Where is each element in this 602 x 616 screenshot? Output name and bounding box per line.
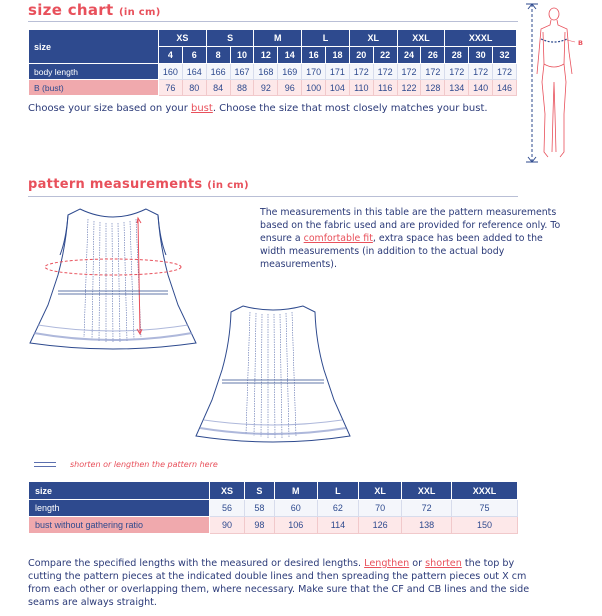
size-number: 18 bbox=[326, 47, 350, 64]
length-value: 56 bbox=[210, 500, 245, 517]
length-label: length bbox=[29, 500, 210, 517]
size-number: 24 bbox=[397, 47, 421, 64]
body-length-value: 171 bbox=[326, 64, 350, 80]
body-figure-illustration bbox=[520, 2, 600, 167]
bust-row bbox=[29, 80, 517, 96]
size-chart-header-row bbox=[29, 30, 517, 47]
body-length-value: 169 bbox=[278, 64, 302, 80]
bust-gathering-value: 138 bbox=[402, 517, 452, 534]
alteration-note bbox=[28, 557, 548, 609]
bust-value: 146 bbox=[493, 80, 517, 96]
bust-gathering-value: 126 bbox=[359, 517, 402, 534]
size-chart-unit: (in cm) bbox=[119, 7, 161, 18]
bust-gathering-value: 150 bbox=[452, 517, 518, 534]
bust-gathering-row bbox=[29, 517, 518, 534]
comfortable-fit-highlight: comfortable fit bbox=[303, 233, 373, 244]
size-number: 4 bbox=[159, 47, 183, 64]
front-shorten-lines bbox=[58, 291, 168, 294]
size-number: 16 bbox=[302, 47, 326, 64]
bust-value: 122 bbox=[397, 80, 421, 96]
bust-value: 80 bbox=[182, 80, 206, 96]
body-length-value: 167 bbox=[230, 64, 254, 80]
size-number: 32 bbox=[493, 47, 517, 64]
body-length-value: 168 bbox=[254, 64, 278, 80]
size-group-xs: XS bbox=[159, 30, 207, 47]
bust-value: 128 bbox=[421, 80, 445, 96]
pattern-measurements-table bbox=[28, 481, 518, 534]
size-number: 30 bbox=[469, 47, 493, 64]
body-length-value: 172 bbox=[421, 64, 445, 80]
pattern-size-xl: XL bbox=[359, 482, 402, 500]
size-group-m: M bbox=[254, 30, 302, 47]
size-choice-note bbox=[28, 103, 488, 114]
shorten-highlight: shorten bbox=[425, 558, 462, 569]
bust-value: 76 bbox=[159, 80, 183, 96]
bust-value: 140 bbox=[469, 80, 493, 96]
size-number: 20 bbox=[349, 47, 373, 64]
length-value: 75 bbox=[452, 500, 518, 517]
body-length-value: 172 bbox=[397, 64, 421, 80]
body-length-label: body length bbox=[29, 64, 159, 80]
pattern-size-s: S bbox=[245, 482, 275, 500]
bust-value: 92 bbox=[254, 80, 278, 96]
pattern-size-xxxl: XXXL bbox=[452, 482, 518, 500]
pattern-header-row bbox=[29, 482, 518, 500]
pattern-size-header: size bbox=[29, 482, 210, 500]
pattern-desc-text: The measurements in this table are the pattern measurements based on the fabric used and are provided for reference only. To ensure a bbox=[260, 207, 561, 244]
length-value: 72 bbox=[402, 500, 452, 517]
size-number: 12 bbox=[254, 47, 278, 64]
size-chart-title bbox=[28, 1, 161, 19]
length-value: 70 bbox=[359, 500, 402, 517]
bust-gathering-value: 106 bbox=[274, 517, 317, 534]
alteration-note-text-end: the top by cutting the pattern pieces at the indicated double lines and then spreading the pattern pieces out X cm from each other or overlapping them, where necessary. Make sure that the CF and CB lines and the side seams are always straight. bbox=[28, 558, 530, 608]
back-shorten-lines bbox=[222, 380, 324, 383]
size-group-s: S bbox=[206, 30, 254, 47]
body-length-value: 170 bbox=[302, 64, 326, 80]
bust-gathering-value: 90 bbox=[210, 517, 245, 534]
size-note-text: Choose your size based on your bbox=[28, 103, 191, 114]
size-number: 22 bbox=[373, 47, 397, 64]
size-number: 28 bbox=[445, 47, 469, 64]
bust-value: 100 bbox=[302, 80, 326, 96]
size-group-xxl: XXL bbox=[397, 30, 445, 47]
pattern-unit: (in cm) bbox=[207, 180, 249, 191]
figure-bust-label: B bbox=[578, 39, 583, 47]
pattern-description bbox=[260, 206, 565, 271]
pattern-divider bbox=[28, 196, 518, 197]
alteration-note-or: or bbox=[409, 558, 426, 569]
alteration-note-text: Compare the specified lengths with the measured or desired lengths. bbox=[28, 558, 365, 569]
bust-gathering-label: bust without gathering ratio bbox=[29, 517, 210, 534]
size-note-text-end: . Choose the size that most closely matches your bust. bbox=[212, 103, 488, 114]
body-length-value: 164 bbox=[182, 64, 206, 80]
body-length-value: 160 bbox=[159, 64, 183, 80]
pattern-size-l: L bbox=[317, 482, 358, 500]
body-length-value: 172 bbox=[349, 64, 373, 80]
size-group-xl: XL bbox=[349, 30, 397, 47]
bust-gathering-value: 114 bbox=[317, 517, 358, 534]
bust-value: 96 bbox=[278, 80, 302, 96]
body-length-value: 172 bbox=[493, 64, 517, 80]
pattern-size-xxl: XXL bbox=[402, 482, 452, 500]
pattern-measurements-title bbox=[28, 177, 249, 192]
bust-measure-band bbox=[541, 39, 575, 42]
size-chart-divider bbox=[28, 21, 518, 22]
garment-back-illustration bbox=[188, 300, 358, 450]
body-length-row bbox=[29, 64, 517, 80]
pattern-title-text: pattern measurements bbox=[28, 177, 203, 192]
bust-highlight: bust bbox=[191, 103, 213, 114]
legend-double-line-bottom bbox=[34, 466, 56, 467]
size-group-l: L bbox=[302, 30, 350, 47]
size-header-label: size bbox=[29, 30, 159, 64]
length-row bbox=[29, 500, 518, 517]
bust-gathering-value: 98 bbox=[245, 517, 275, 534]
height-measure-line bbox=[526, 4, 538, 162]
legend-double-line-top bbox=[34, 462, 56, 463]
legend-text: shorten or lengthen the pattern here bbox=[70, 460, 218, 469]
size-number: 10 bbox=[230, 47, 254, 64]
lengthen-highlight: Lengthen bbox=[364, 558, 410, 569]
pattern-desc-text-end: , extra space has been added to the width measurements (in addition to the actual body measurements). bbox=[260, 233, 543, 270]
pattern-size-m: M bbox=[274, 482, 317, 500]
size-chart-title-text: size chart bbox=[28, 1, 114, 19]
bust-value: 116 bbox=[373, 80, 397, 96]
length-value: 62 bbox=[317, 500, 358, 517]
size-chart-table bbox=[28, 29, 517, 96]
body-length-value: 166 bbox=[206, 64, 230, 80]
bust-value: 134 bbox=[445, 80, 469, 96]
bust-value: 84 bbox=[206, 80, 230, 96]
size-number: 8 bbox=[206, 47, 230, 64]
pattern-size-xs: XS bbox=[210, 482, 245, 500]
size-number: 26 bbox=[421, 47, 445, 64]
length-value: 58 bbox=[245, 500, 275, 517]
length-value: 60 bbox=[274, 500, 317, 517]
bust-value: 104 bbox=[326, 80, 350, 96]
size-number: 14 bbox=[278, 47, 302, 64]
garment-front-illustration bbox=[28, 205, 198, 355]
bust-value: 110 bbox=[349, 80, 373, 96]
size-group-xxxl: XXXL bbox=[445, 30, 517, 47]
body-length-value: 172 bbox=[469, 64, 493, 80]
bust-value: 88 bbox=[230, 80, 254, 96]
bust-label: B (bust) bbox=[29, 80, 159, 96]
body-length-value: 172 bbox=[445, 64, 469, 80]
size-number: 6 bbox=[182, 47, 206, 64]
body-length-value: 172 bbox=[373, 64, 397, 80]
body-outline-icon bbox=[537, 8, 572, 157]
